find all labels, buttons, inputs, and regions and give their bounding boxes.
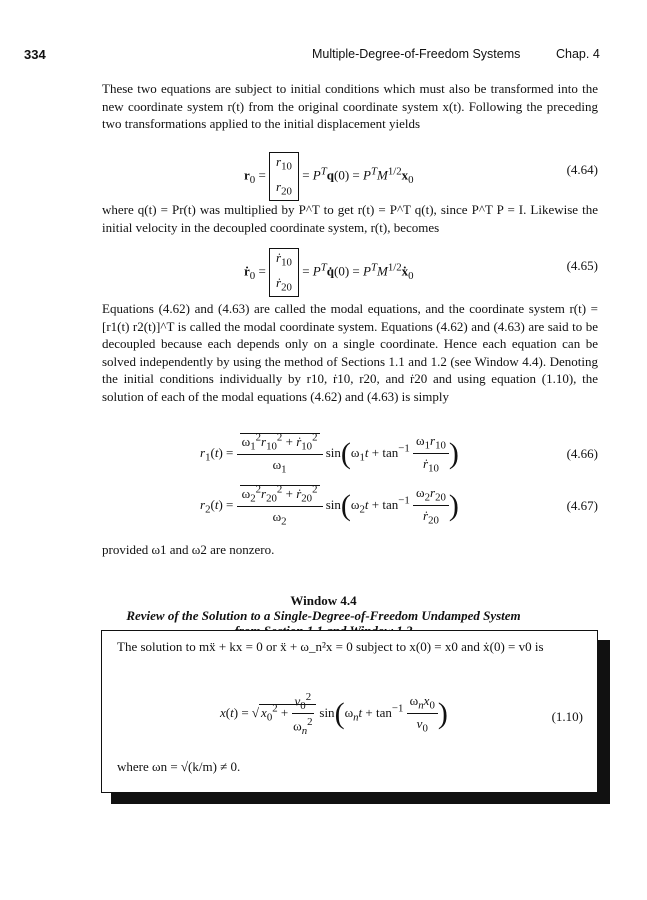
equation-4-65: ṙ$_0$ = ṙ$_{10}$ ṙ$_{20}$ = $P^Tq̇(0)$ = $P^TM^{1/2}ẋ_0$ (4.65) xyxy=(100,244,600,288)
paragraph-1: These two equations are subject to initial conditions which must also be transformed into the new coordinate system r(t) from the original coordinate system x(t). Following the preceding two transformations applied to the initial displacement yields xyxy=(102,81,598,131)
equation-4-64: $r_0 = r_{10}$ $r_{20} = P^Tq(0) = P^TM^{1/2}x_0$ (4.64) xyxy=(100,148,600,192)
equation-4-66: $r_1(t)$ = $\frac{\omega_1^2r_{10}^2 + ṙ_{10}^2}{\omega_1}$ $\sin(\omega_1t + \tan^{-1}$ $\frac{\omega_1r_{10}}{ṙ_{10}}$ ) (4.66) xyxy=(200,432,598,476)
equation-number: (4.65) xyxy=(566,258,598,273)
window-title: Window 4.4 xyxy=(290,593,357,608)
equation-number: (4.67) xyxy=(566,498,598,513)
page-number: 334 xyxy=(24,47,46,62)
chapter-label: Chap. 4 xyxy=(556,47,600,61)
paragraph-2: where q(t) = Pr(t) was multiplied by P^T to get r(t) = P^T q(t), since P^T P = I. Likewise the initial velocity in the decoupled coordinate system, r(t), becomes xyxy=(102,202,598,235)
window-text-1: The solution to mẍ + kx = 0 or ẍ + ω_n²x = 0 subject to x(0) = x0 and ẋ(0) = v0 is xyxy=(117,639,544,654)
equation-4-67: $r_2(t)$ = $\frac{\omega_2^2r_{20}^2 + ṙ_{20}^2}{\omega_2}$ $\sin(\omega_2t + \tan^{-1}$ $\frac{\omega_2r_{20}}{ṙ_{20}}$ ) (4.67) xyxy=(200,484,598,528)
paragraph-3: Equations (4.62) and (4.63) are called the modal equations, and the coordinate system r(t) = [r1(t) r2(t)]^T is called the modal coordinate system. Equations (4.62) and (4.63) are said to be decoupled because each depends only on a single coordinate. Hence each equation can be solved independently by using the method of Sections 1.1 and 1.2 (see Window 4.4). Denoting the initial conditions individually by r10, ṙ10, r20, and ṙ20 and using equation (1.10), the solution of each of the modal equations (4.62) and (4.63) is simply xyxy=(102,301,598,404)
paragraph-4: provided ω1 and ω2 are nonzero. xyxy=(102,542,275,557)
window-box xyxy=(101,630,598,793)
window-text-2: where ωn = √(k/m) ≠ 0. xyxy=(117,759,241,774)
equation-number: (1.10) xyxy=(551,709,583,724)
equation-number: (4.66) xyxy=(566,446,598,461)
equation-1-10: x(t) = √ $x_0^2$ + $\frac{v_0^2}{\omega_n^2}$ $\sin(\omega_nt + \tan^{-1}$ $\frac{\omega_nx_0}{v_0}$ ) xyxy=(220,691,448,737)
window-subtitle-1: Review of the Solution to a Single-Degree-of-Freedom Undamped System xyxy=(126,608,521,623)
equation-number: (4.64) xyxy=(566,162,598,177)
running-title: Multiple-Degree-of-Freedom Systems xyxy=(312,47,521,61)
